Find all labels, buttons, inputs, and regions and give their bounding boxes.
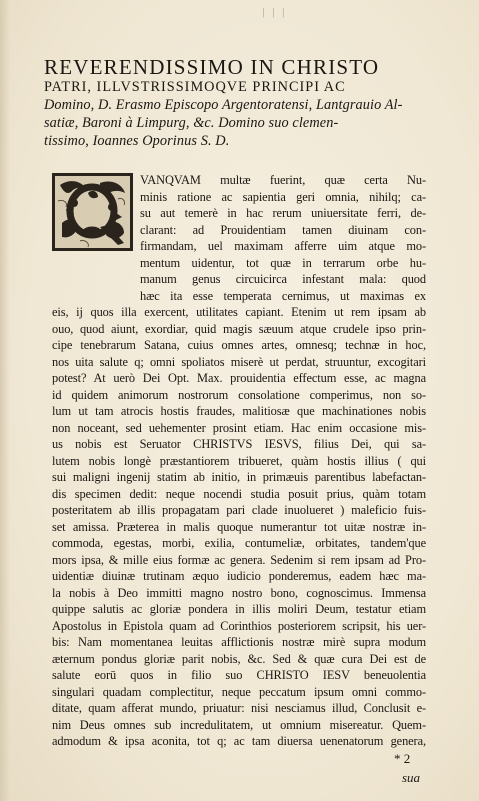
body-line: quippe salutis ac gloriæ pondera in illis moliri Deum, testatur etiam <box>52 602 426 616</box>
heading-line-4: satiæ, Baroni à Limpurg, &c. Domino suo clemen- <box>44 115 339 131</box>
body-line: nos uita salute q; omni spoliatos miserè ut perdat, struuntur, excogitari <box>52 354 426 369</box>
heading-line-2: PATRI, ILLVSTRISSIMOQVE PRINCIPI AC <box>44 79 346 95</box>
page-gutter-shadow <box>0 0 10 801</box>
page-top-mark: | | | <box>262 8 287 18</box>
body-line: uidentiæ diuinæ trutinam æquo iudicio ponderemus, eadem hæc ma- <box>52 569 426 583</box>
body-line: clarant: ad Prouidentiam tamen diuinam con- <box>140 222 426 237</box>
body-line: nim Deus omnes sub incredulitatem, ut omnium misereatur. Quem- <box>52 717 426 732</box>
body-line: set amissa. Præterea in malis quoque numerantur tot uitæ nostræ in- <box>52 519 426 534</box>
body-line: mors ipsa, & mille eius formæ ac genera. Sedenim si rem ipsam ad Pro- <box>52 552 426 567</box>
body-line: lum ut tam atrocis hostis fraudes, malitiosæ que machinationes nobis <box>52 404 426 418</box>
body-line: hæc ita esse temperata cernimus, ut maximas ex <box>140 288 426 303</box>
body-line: lutem nobis longè præstantiorem tribueret, quàm hostis illius ( qui <box>52 453 426 468</box>
heading-line-5: tissimo, Ioannes Oporinus S. D. <box>44 133 230 149</box>
heading-line-1: REVERENDISSIMO IN CHRISTO <box>44 55 380 79</box>
body-line: singulari quadam complectitur, neque peccatum ipsum omni commo- <box>52 684 426 699</box>
body-line: eis, ij quos illa exercent, utilitates capiant. Etenim ut rem ipsam ab <box>52 305 426 319</box>
body-line: minis ratione ac sapientia geri omnia, nihilq; ca- <box>140 189 426 204</box>
body-line: ouo, quod aiunt, exordiar, quid magis sæuum atque crudele ipso prin- <box>52 321 426 336</box>
body-line: mentum uidentur, tot quæ in terrarum orbe hu- <box>140 255 426 270</box>
body-line: Apostolus in Epistola quam ad Corinthios posteriorem scripsit, his uer- <box>52 618 426 633</box>
body-line: su aut temerè in hac rerum uniuersitate ferri, de- <box>140 206 426 220</box>
body-line: posteritatem ab illis propagatam pari clade inuolueret ) maleficio fuis- <box>52 503 426 517</box>
body-line: admodum & ipsa aconita, tot q; ac tam diuersa uenenatorum genera, <box>52 734 426 748</box>
body-text <box>52 172 426 750</box>
body-line: non noceant, sed uehementer prosint etiam. Hac enim occasione mis- <box>52 420 426 435</box>
body-line: salute eorū quos in filio suo CHRISTO IESV beneuolentia <box>52 668 426 682</box>
catchword: sua <box>402 770 421 785</box>
body-line: bis: Nam momentanea leuitas afflictionis nostræ mirè supra modum <box>52 635 426 649</box>
body-line: potest? At uerò Dei Opt. Max. prouidentia effectum esse, ac magna <box>52 371 426 385</box>
body-line: commoda, egestas, morbi, exilia, contumeliæ, orbitates, tandem'que <box>52 536 426 550</box>
body-line: ditate, quam afferat mundo, priuatur: nisi nesciamus illud, Conclusit e- <box>52 701 426 715</box>
body-line: id quidem animorum nostrorum consolatione comperimus, non so- <box>52 387 426 402</box>
signature-mark: * 2 <box>394 751 411 766</box>
body-line: sui maligni ingenij statim ab initio, in primæuis parentibus labefactan- <box>52 470 426 484</box>
heading-line-3: Domino, D. Erasmo Episcopo Argentoratensi, Lantgrauio Al- <box>44 97 403 113</box>
body-line: cipe tenebrarum Satana, cuius omnes artes, omnesq; technæ in hoc, <box>52 338 426 352</box>
body-line: æternum pondus gloriæ parit nobis, &c. Sed & quæ cura Dei est de <box>52 651 426 666</box>
body-line: dis specimen dedit: neque nocendi studia posuit prius, quàm totam <box>52 486 426 501</box>
body-line: us nobis est Seruator CHRISTVS IESVS, filius Dei, qui sa- <box>52 437 426 451</box>
dedication-heading <box>44 56 442 150</box>
body-line: la nobis à Deo immitti magno nostro bono, cognoscimus. Immensa <box>52 585 426 600</box>
body-line: VANQVAM multæ fuerint, quæ certa Nu- <box>140 173 426 187</box>
body-line: manum genus circuicirca infestant mala: quod <box>140 272 426 286</box>
body-line: firmandam, uel maximam afferre uim atque mo- <box>140 239 426 253</box>
